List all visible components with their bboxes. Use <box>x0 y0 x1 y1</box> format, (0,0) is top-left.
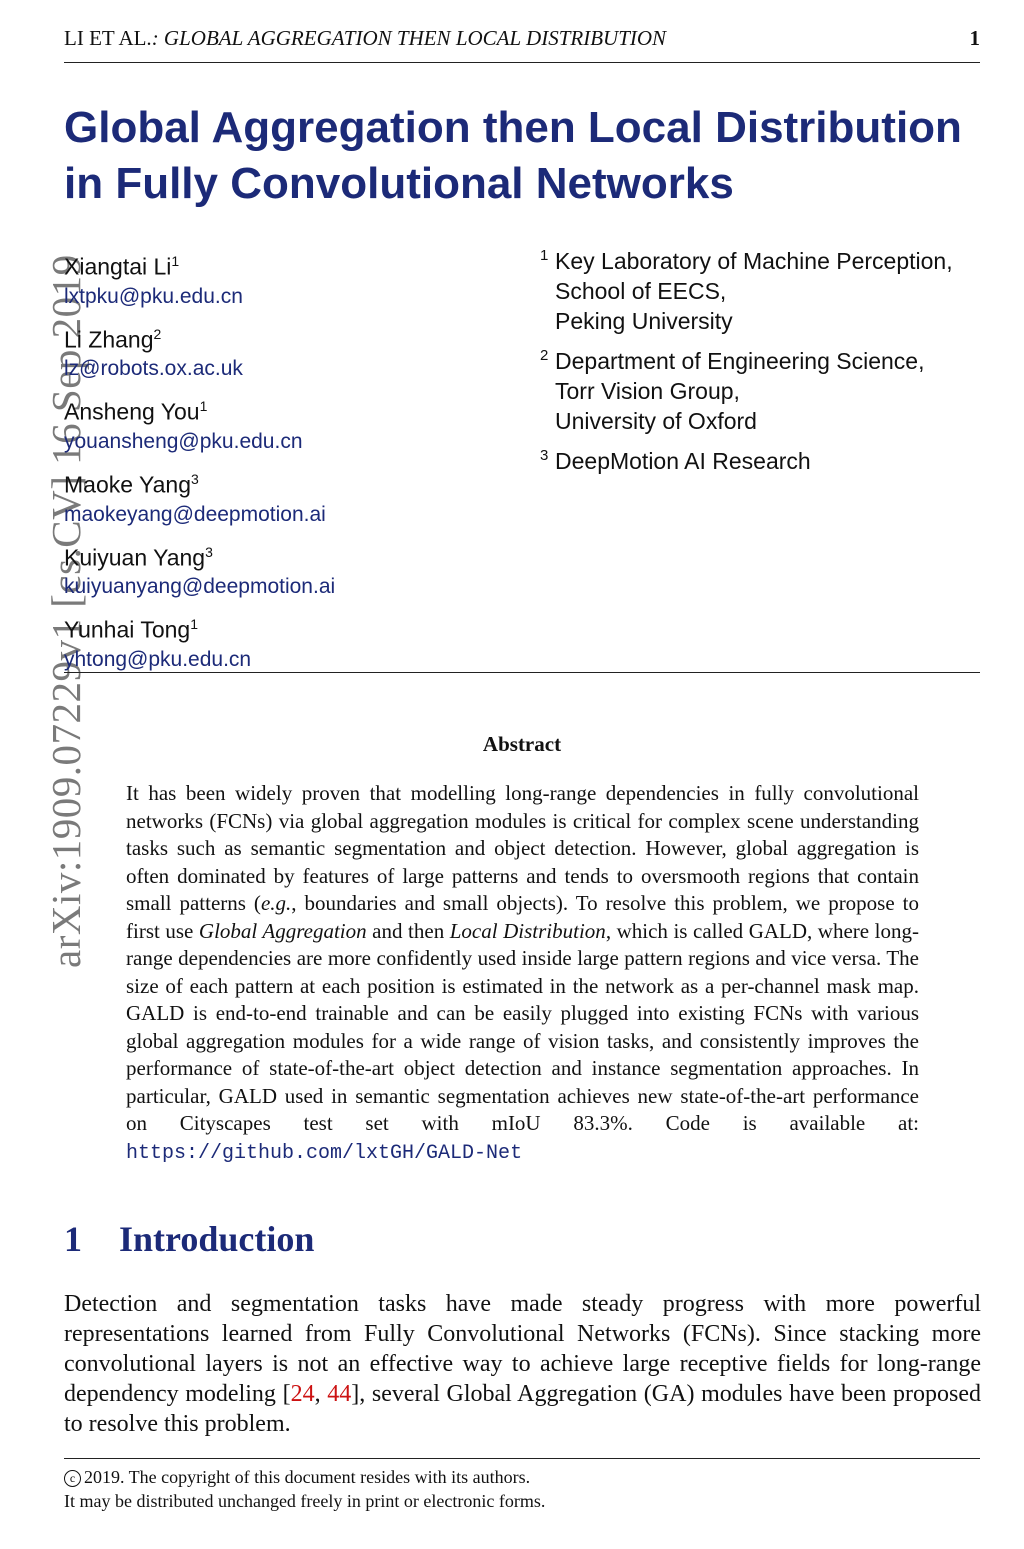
affiliation-line: University of Oxford <box>555 408 757 434</box>
author-name-text: Ansheng You <box>64 398 200 425</box>
abstract-text-part: , boundaries and small objects). To resolve this problem, we propose to first use <box>126 891 919 943</box>
author-affiliation-mark: 3 <box>205 543 213 560</box>
section-title-text: Introduction <box>119 1219 315 1259</box>
affiliation-line: Torr Vision Group, <box>555 378 740 404</box>
author-email[interactable]: yhtong@pku.edu.cn <box>64 647 252 671</box>
author-list <box>64 246 504 682</box>
author-affiliation-mark: 1 <box>190 616 198 633</box>
copyright-line-2: It may be distributed unchanged freely in print or electronic forms. <box>64 1491 546 1511</box>
page-number: 1 <box>969 26 980 50</box>
affiliation-line: Peking University <box>555 308 733 334</box>
abstract-rule <box>64 672 980 673</box>
arxiv-stamp: arXiv:1909.07229v1 [cs.CV] 16 Sep 2019 <box>43 254 89 968</box>
intro-text-part: ], several Global Aggregation (GA) modules have been proposed to resolve this problem. <box>64 1381 982 1437</box>
affiliation-number: 2 <box>540 347 549 364</box>
author-entry <box>64 246 504 312</box>
abstract-term-global-aggregation: Global Aggregation <box>198 918 367 943</box>
author-name <box>64 609 504 645</box>
running-head-paper-title: : GLOBAL AGGREGATION THEN LOCAL DISTRIBUTION <box>151 26 667 50</box>
author-name-text: Yunhai Tong <box>64 616 191 643</box>
abstract-eg: e.g. <box>260 891 292 915</box>
author-affiliation-mark: 1 <box>171 253 180 269</box>
author-name <box>64 391 504 427</box>
paper-title-line-1: Global Aggregation then Local Distribution <box>64 103 962 152</box>
author-entry <box>64 319 504 385</box>
abstract-heading: Abstract <box>482 732 562 756</box>
affiliation-line: Key Laboratory of Machine Perception, <box>555 248 953 274</box>
running-head-authors: LI ET AL. <box>64 26 152 50</box>
section-heading-introduction <box>64 1218 314 1260</box>
author-email[interactable]: kuiyuanyang@deepmotion.ai <box>64 575 336 599</box>
copyright-icon: c <box>64 1470 81 1487</box>
affiliation-entry <box>540 246 1010 336</box>
author-entry <box>64 464 504 530</box>
affiliation-entry <box>540 346 1010 436</box>
author-affiliation-mark: 2 <box>153 325 162 342</box>
author-entry <box>64 537 504 603</box>
author-email[interactable]: youansheng@pku.edu.cn <box>64 429 303 453</box>
intro-text-part: Detection and segmentation tasks have made steady progress with more powerful representations learned from Fully Convolutional Networks (FCNs). Since stacking more convolutional layers is not an effective way to achieve large receptive fields for long-range dependency modeling [ <box>64 1291 981 1407</box>
copyright-footer <box>64 1465 545 1513</box>
affiliation-list <box>540 246 1010 486</box>
intro-text-part: , <box>314 1381 328 1407</box>
author-email[interactable]: lxtpku@pku.edu.cn <box>64 284 243 308</box>
code-link[interactable]: https://github.com/lxtGH/GALD-Net <box>126 1141 523 1165</box>
citation-link[interactable]: 24 <box>290 1381 315 1407</box>
running-head-title <box>64 26 666 51</box>
author-name <box>64 319 504 355</box>
affiliation-line: DeepMotion AI Research <box>555 448 811 474</box>
author-name-text: Li Zhang <box>64 326 154 353</box>
abstract-text-part: , which is called GALD, where long-range dependencies are more confidently used inside large pattern regions and vice versa. The size of each pattern at each position is estimated in the network as a per-channel mask map. GALD is end-to-end trainable and can be easily plugged into existing FCNs with various global aggregation modules for a wide range of vision tasks, and consistently improves the performance of state-of-the-art object detection and instance segmentation approaches. In particular, GALD used in semantic segmentation achieves new state-of-the-art performance on Cityscapes test set with mIoU 83.3%. Code is available at: <box>126 918 919 1135</box>
affiliation-number: 3 <box>540 447 549 464</box>
author-email[interactable]: lz@robots.ox.ac.uk <box>64 357 243 381</box>
author-affiliation-mark: 3 <box>191 470 199 487</box>
author-name <box>64 246 504 282</box>
citation-link[interactable]: 44 <box>327 1381 352 1407</box>
author-entry <box>64 609 504 675</box>
affiliation-number: 1 <box>540 247 549 264</box>
abstract-text-part: and then <box>366 918 450 943</box>
author-entry <box>64 391 504 457</box>
author-name <box>64 537 504 573</box>
affiliation-line: Department of Engineering Science, <box>555 348 925 374</box>
author-affiliation-mark: 1 <box>199 398 208 415</box>
abstract-term-local-distribution: Local Distribution <box>449 918 606 943</box>
footer-rule <box>64 1458 980 1459</box>
author-email[interactable]: maokeyang@deepmotion.ai <box>64 502 326 526</box>
copyright-text: 2019. The copyright of this document resides with its authors. <box>84 1467 531 1487</box>
author-name <box>64 464 504 500</box>
abstract-text <box>126 780 919 1167</box>
author-name-text: Maoke Yang <box>64 471 192 498</box>
affiliation-entry <box>540 446 1010 476</box>
section-number: 1 <box>64 1219 82 1259</box>
introduction-paragraph <box>64 1289 981 1439</box>
running-head <box>64 26 980 54</box>
author-name-text: Kuiyuan Yang <box>64 544 206 571</box>
paper-title-line-2: in Fully Convolutional Networks <box>64 159 734 208</box>
paper-title <box>64 100 962 212</box>
author-name-text: Xiangtai Li <box>64 253 172 280</box>
abstract-text-part: It has been widely proven that modelling long-range dependencies in fully convolutional networks (FCNs) via global aggregation modules is critical for complex scene understanding tasks such as semantic segmentation and object detection. However, global aggregation is often dominated by features of large patterns and tends to oversmooth regions that contain small patterns ( <box>126 781 919 915</box>
header-rule <box>64 62 980 63</box>
copyright-line-1 <box>64 1465 545 1489</box>
affiliation-line: School of EECS, <box>555 278 727 304</box>
